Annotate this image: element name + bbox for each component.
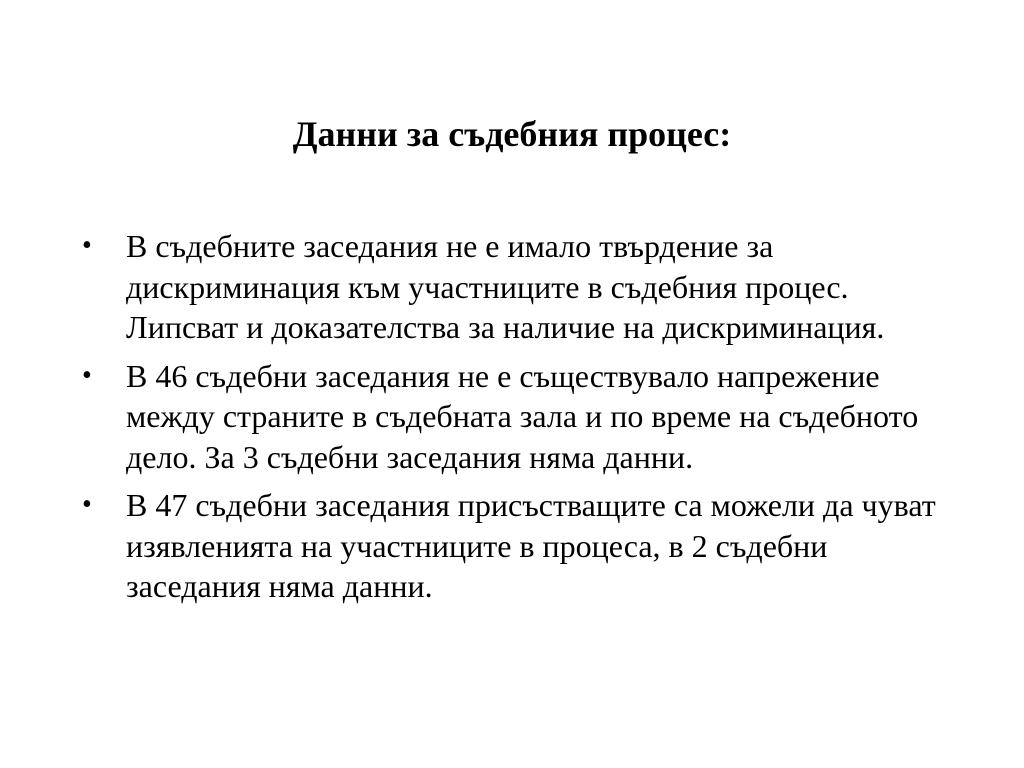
slide-title: Данни за съдебния процес: [292, 114, 732, 154]
bullet-dot-icon: • [82, 359, 92, 391]
bullet-text: В 47 съдебни заседания присъстващите са можели да чуват изявленията на участниците в процеса, в 2 съдебни заседания няма данни. [126, 487, 936, 604]
bullet-text: В 46 съдебни заседания не е съществувало напрежение между страните в съдебната зала и по време на съдебното дело. За 3 съдебни заседания няма данни. [126, 357, 919, 475]
bullet-item [78, 485, 958, 607]
bullet-dot-icon: • [82, 489, 92, 520]
bullet-text: В съдебните заседания не е имало твърдение за дискриминация към участниците в съдебния процес. Липсват и доказателства за наличие на дискриминация. [126, 228, 885, 345]
bullet-item [78, 226, 958, 348]
bullet-item [78, 356, 958, 478]
bullet-dot-icon: • [82, 230, 92, 261]
bullet-list [78, 226, 958, 615]
